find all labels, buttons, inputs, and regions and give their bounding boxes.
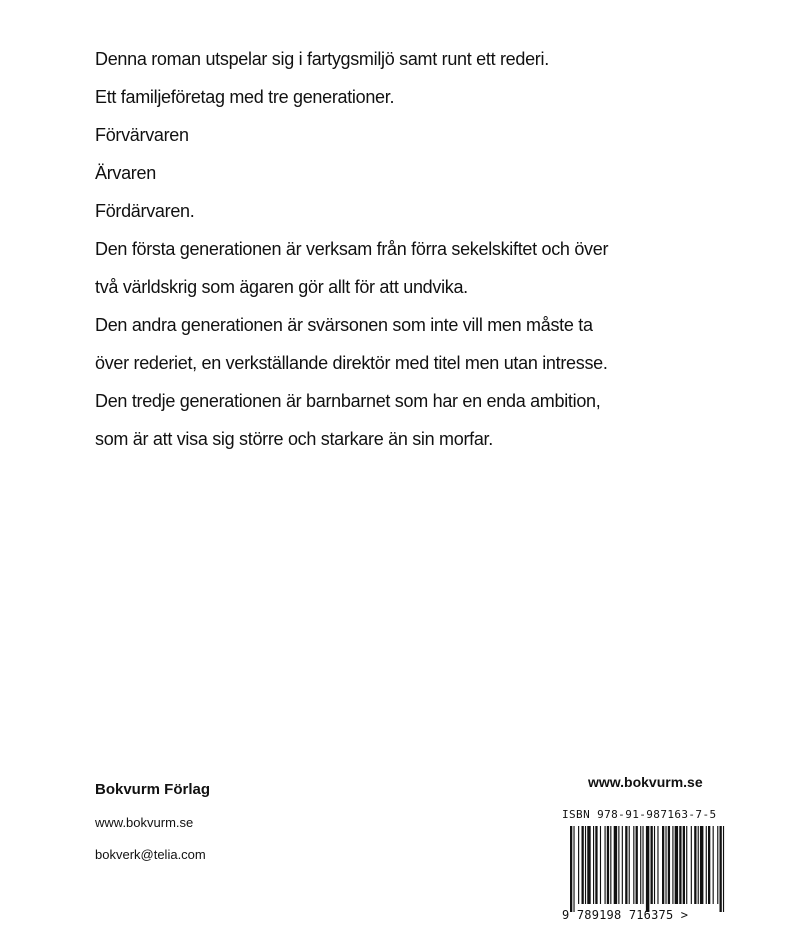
barcode-bar: [706, 826, 707, 904]
blurb-line: Denna roman utspelar sig i fartygsmiljö samt runt ett rederi.: [95, 49, 549, 69]
barcode-bar: [686, 826, 687, 904]
publisher-info: [95, 780, 210, 878]
blurb-line: Den första generationen är verksam från förra sekelskiftet och över: [95, 239, 609, 259]
barcode-bar: [629, 826, 630, 904]
barcode-bar: [657, 826, 658, 904]
blurb-line: Den tredje generationen är barnbarnet som har en enda ambition,: [95, 391, 601, 411]
barcode-bar: [646, 826, 649, 912]
blurb-line: Förvärvaren: [95, 125, 189, 145]
barcode-bar: [593, 826, 594, 904]
blurb-line: som är att visa sig större och starkare än sin morfar.: [95, 429, 493, 449]
barcode-bar: [582, 826, 584, 904]
barcode-bar: [679, 826, 681, 904]
barcode-bar: [720, 826, 722, 912]
barcode-bar: [700, 826, 703, 904]
barcode-bar: [636, 826, 638, 904]
blurb-line: Ärvaren: [95, 163, 156, 183]
barcode-bar: [633, 826, 634, 904]
barcode-bar: [605, 826, 606, 904]
blurb-line: över rederiet, en verkställande direktör med titel men utan intresse.: [95, 353, 608, 373]
barcode-bar: [625, 826, 627, 904]
publisher-email: bokverk@telia.com: [95, 847, 206, 862]
barcode-bar: [672, 826, 673, 904]
barcode-bar: [587, 826, 590, 904]
barcode-bar: [654, 826, 655, 904]
blurb-line: två världskrig som ägaren gör allt för att undvika.: [95, 277, 468, 297]
barcode-bar: [578, 826, 579, 904]
barcode-bars: [568, 826, 728, 912]
barcode-bar: [717, 826, 718, 904]
barcode-bar: [651, 826, 653, 904]
barcode-bar: [570, 826, 572, 912]
blurb-text: [95, 44, 735, 462]
isbn-label: ISBN 978-91-987163-7-5: [562, 808, 717, 821]
blurb-line: Fördärvaren.: [95, 201, 195, 221]
publisher-website: www.bokvurm.se: [95, 815, 194, 830]
barcode-bar: [573, 826, 574, 912]
isbn-barcode: [562, 808, 740, 922]
barcode-bar: [665, 826, 666, 904]
barcode-bar: [698, 826, 699, 904]
barcode-bar: [595, 826, 597, 904]
barcode-bar: [723, 826, 724, 912]
barcode-bar: [610, 826, 611, 904]
barcode-bar: [614, 826, 617, 904]
barcode-bar: [691, 826, 692, 904]
barcode-bar: [675, 826, 678, 904]
barcode-bar: [622, 826, 623, 904]
barcode-bar: [694, 826, 696, 904]
barcode-bar: [668, 826, 670, 904]
blurb-line: Den andra generationen är svärsonen som inte vill men måste ta: [95, 315, 593, 335]
blurb-line: Ett familjeföretag med tre generationer.: [95, 87, 395, 107]
barcode-bar: [708, 826, 710, 904]
publisher-name: Bokvurm Förlag: [95, 781, 211, 798]
barcode-bar: [640, 826, 641, 904]
barcode-bar: [618, 826, 619, 904]
barcode-website: www.bokvurm.se: [588, 774, 703, 790]
barcode-bar: [683, 826, 685, 904]
barcode-bar: [713, 826, 714, 904]
barcode-bar: [600, 826, 601, 904]
ean-digits: 9 789198 716375 >: [562, 908, 689, 922]
barcode-bar: [607, 826, 609, 904]
barcode-bar: [585, 826, 586, 904]
barcode-bar: [642, 826, 643, 904]
barcode-bar: [662, 826, 664, 904]
